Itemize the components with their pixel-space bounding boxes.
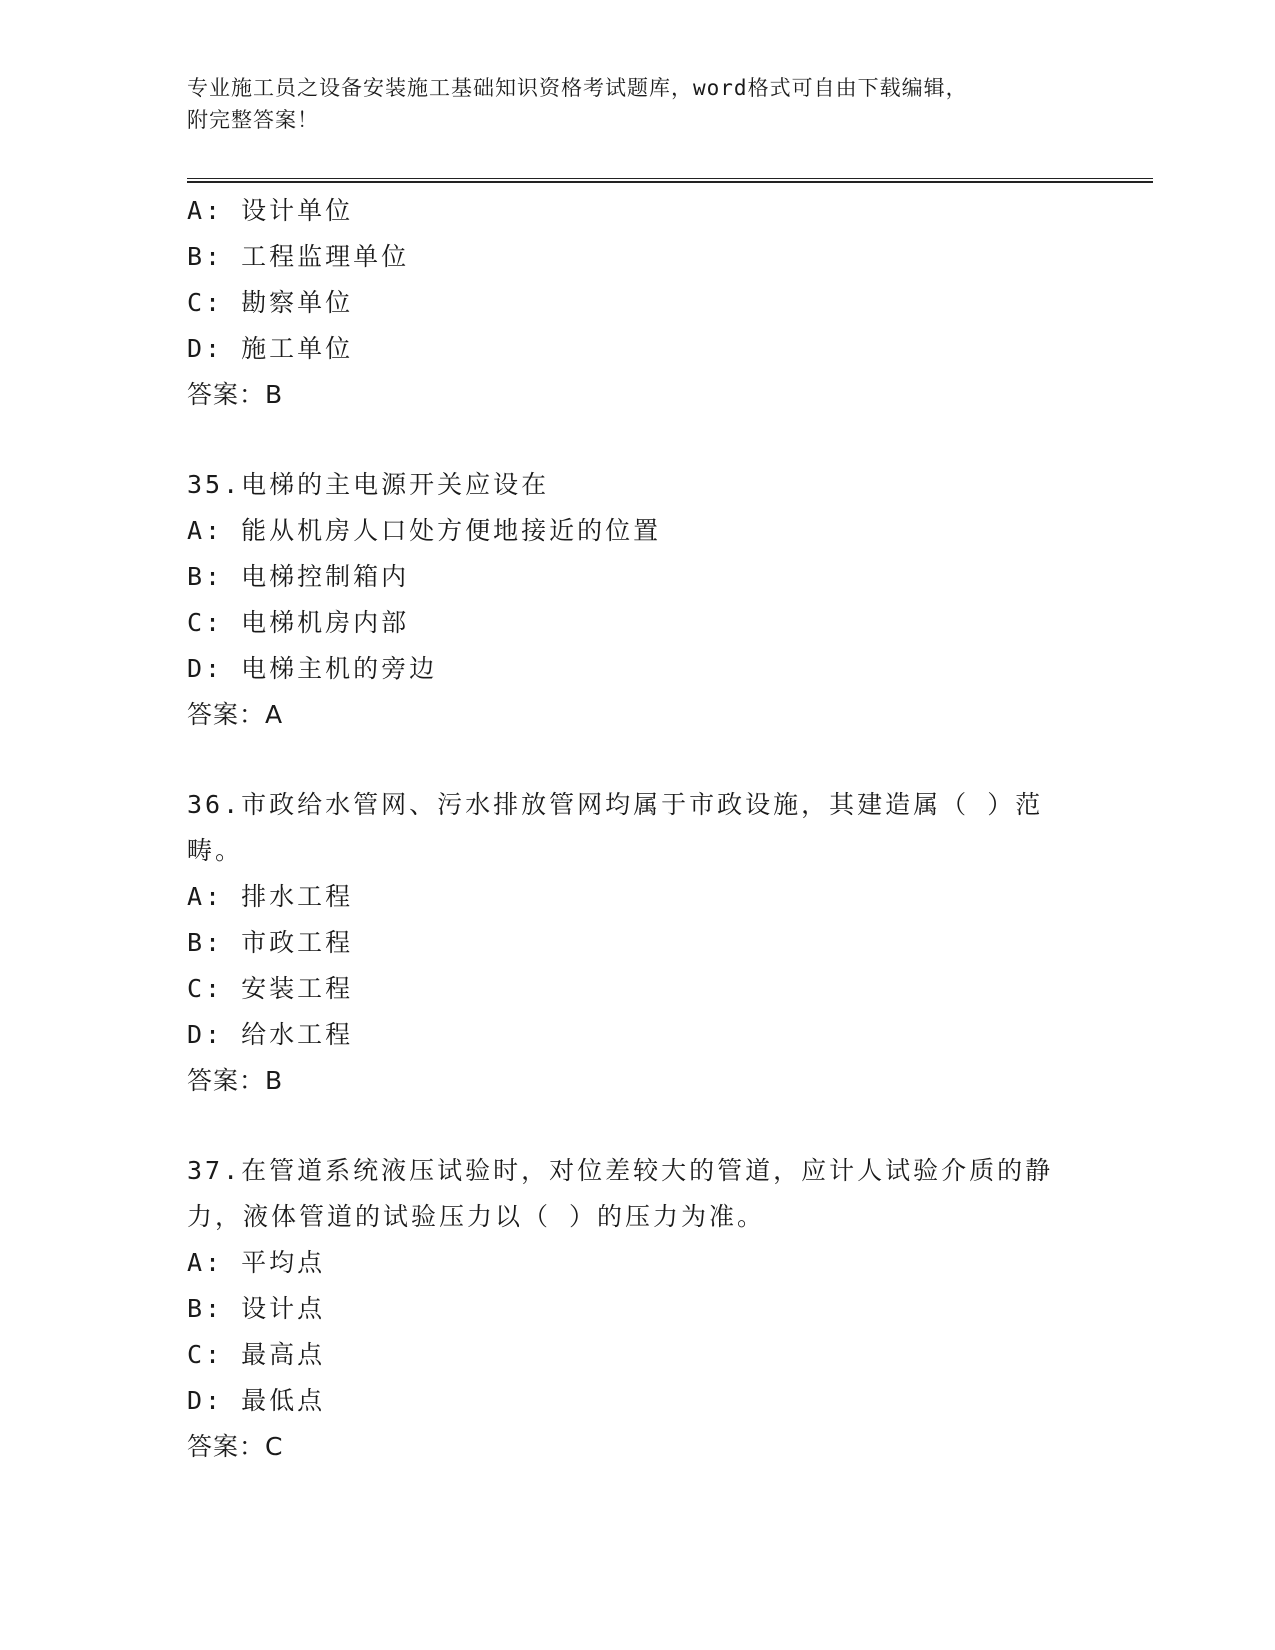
header-title-line-2: 附完整答案！ xyxy=(187,108,319,132)
option-d: D: 施工单位 xyxy=(187,334,354,363)
answer-line: 答案：C xyxy=(187,1432,284,1461)
question-text-line-1: 37.在管道系统液压试验时，对位差较大的管道，应计人试验介质的静 xyxy=(187,1156,1054,1185)
question-text-line-2: 畴。 xyxy=(187,836,244,865)
answer-line: 答案：B xyxy=(187,1066,284,1095)
spacer xyxy=(187,738,1087,782)
answer-line: 答案：B xyxy=(187,380,284,409)
question-list xyxy=(187,188,1087,1470)
option-d: D: 最低点 xyxy=(187,1386,326,1415)
question-36 xyxy=(187,782,1087,1104)
question-text-line-1: 36.市政给水管网、污水排放管网均属于市政设施，其建造属（ ）范 xyxy=(187,790,1044,819)
spacer xyxy=(187,418,1087,462)
header-divider xyxy=(187,178,1153,183)
option-c: C: 勘察单位 xyxy=(187,288,354,317)
option-b: B: 市政工程 xyxy=(187,928,354,957)
header-title-line-1: 专业施工员之设备安装施工基础知识资格考试题库，word格式可自由下载编辑， xyxy=(187,76,968,100)
option-d: D: 给水工程 xyxy=(187,1020,354,1049)
question-text-line-2: 力，液体管道的试验压力以（ ）的压力为准。 xyxy=(187,1202,766,1231)
option-b: B: 工程监理单位 xyxy=(187,242,410,271)
option-c: C: 最高点 xyxy=(187,1340,326,1369)
question-text: 35.电梯的主电源开关应设在 xyxy=(187,470,550,499)
document-header xyxy=(187,72,1087,136)
option-c: C: 电梯机房内部 xyxy=(187,608,410,637)
option-a: A: 平均点 xyxy=(187,1248,326,1277)
option-a: A: 设计单位 xyxy=(187,196,354,225)
answer-line: 答案：A xyxy=(187,700,284,729)
option-a: A: 排水工程 xyxy=(187,882,354,911)
question-34 xyxy=(187,188,1087,418)
option-a: A: 能从机房人口处方便地接近的位置 xyxy=(187,516,662,545)
spacer xyxy=(187,1104,1087,1148)
option-d: D: 电梯主机的旁边 xyxy=(187,654,438,683)
option-b: B: 设计点 xyxy=(187,1294,326,1323)
option-c: C: 安装工程 xyxy=(187,974,354,1003)
question-37 xyxy=(187,1148,1087,1470)
question-35 xyxy=(187,462,1087,738)
option-b: B: 电梯控制箱内 xyxy=(187,562,410,591)
